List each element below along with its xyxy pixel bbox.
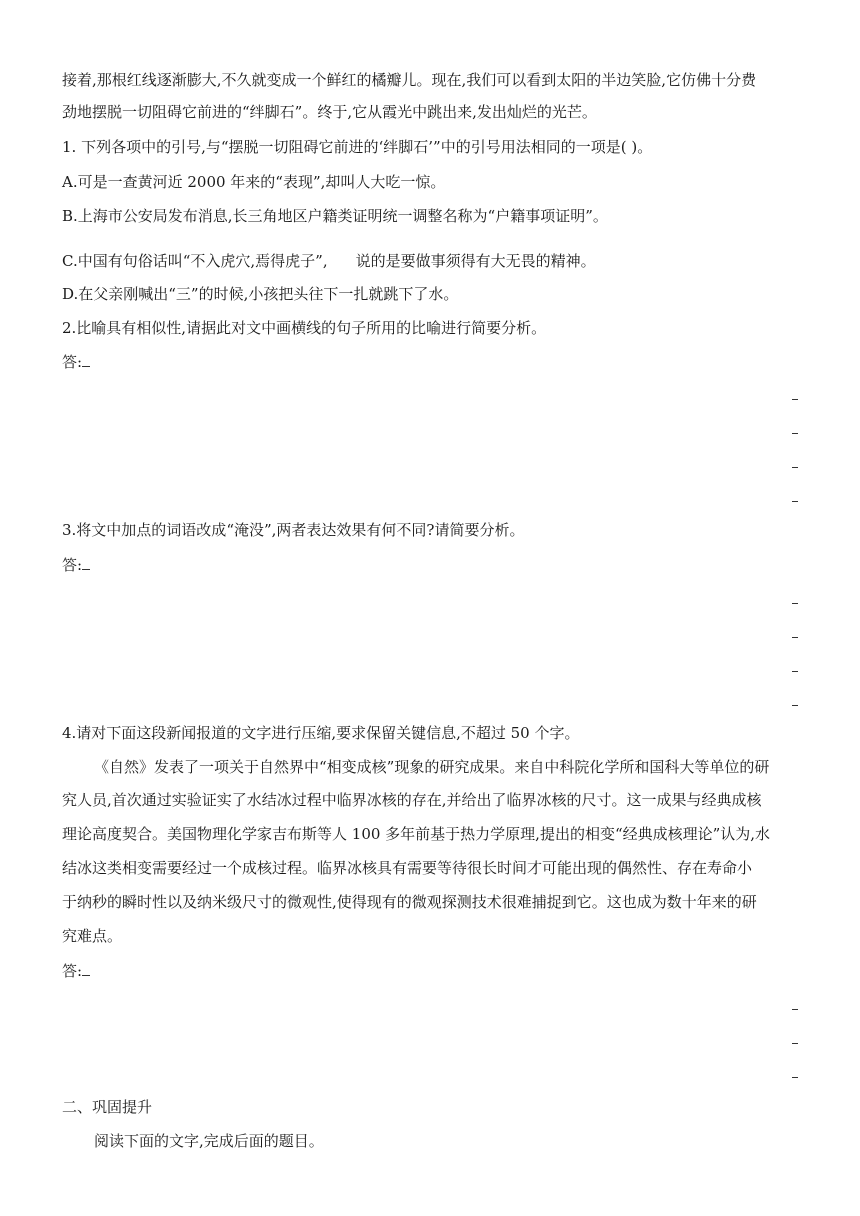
answer-line-marker [792, 671, 798, 672]
answer-line-marker [792, 1009, 798, 1010]
answer-blank[interactable] [82, 352, 90, 367]
answer-line-marker [792, 637, 798, 638]
answer-blank[interactable] [82, 555, 90, 570]
question-1-option-c [62, 251, 596, 271]
answer-label-text: 答: [62, 962, 83, 980]
question-3-stem: 3.将文中加点的词语改成“淹没”,两者表达效果有何不同?请简要分析。 [62, 521, 525, 539]
question-4-stem: 4.请对下面这段新闻报道的文字进行压缩,要求保留关键信息,不超过 50 个字。 [62, 724, 580, 742]
passage-line-1: 接着,那根红线逐渐膨大,不久就变成一个鲜红的橘瓣儿。现在,我们可以看到太阳的半边笑脸,它仿佛十分费 [62, 71, 757, 89]
question-4-answer-label [62, 961, 90, 981]
news-paragraph-line: 结冰这类相变需要经过一个成核过程。临界冰核具有需要等待很长时间才可能出现的偶然性、存在寿命小 [62, 859, 753, 877]
question-2-stem: 2.比喻具有相似性,请据此对文中画横线的句子所用的比喻进行简要分析。 [62, 319, 547, 337]
answer-line-marker [792, 603, 798, 604]
question-1-option-a: A.可是一查黄河近 2000 年来的“表现”,却叫人大吃一惊。 [62, 173, 446, 191]
news-paragraph-line: 究人员,首次通过实验证实了水结冰过程中临界冰核的存在,并给出了临界冰核的尺寸。这一成果与经典成核 [62, 791, 762, 809]
answer-line-marker [792, 399, 798, 400]
answer-line-marker [792, 433, 798, 434]
news-paragraph-line: 《自然》发表了一项关于自然界中“相变成核”现象的研究成果。来自中科院化学所和国科大等单位的研 [94, 758, 770, 776]
answer-line-marker [792, 1043, 798, 1044]
question-1-stem: 1. 下列各项中的引号,与“摆脱一切阻碍它前进的‘绊脚石’”中的引号用法相同的一项是( )。 [62, 138, 653, 156]
answer-line-marker [792, 501, 798, 502]
option-c-text-part1: C.中国有句俗话叫“不入虎穴,焉得虎子”, [62, 252, 328, 270]
news-paragraph-line: 于纳秒的瞬时性以及纳米级尺寸的微观性,使得现有的微观探测技术很难捕捉到它。这也成为数十年来的研 [62, 893, 757, 911]
answer-line-marker [792, 467, 798, 468]
question-1-option-d: D.在父亲刚喊出“三”的时候,小孩把头往下一扎就跳下了水。 [62, 285, 459, 303]
answer-blank[interactable] [82, 961, 90, 976]
news-paragraph-line: 究难点。 [62, 927, 123, 945]
question-2-answer-label [62, 352, 90, 372]
news-paragraph-line: 理论高度契合。美国物理化学家吉布斯等人 100 多年前基于热力学原理,提出的相变“经典成核理论”认为,水 [62, 825, 771, 843]
section-heading: 二、巩固提升 [62, 1098, 153, 1116]
answer-line-marker [792, 705, 798, 706]
question-3-answer-label [62, 555, 90, 575]
answer-label-text: 答: [62, 353, 83, 371]
question-1-option-b: B.上海市公安局发布消息,长三角地区户籍类证明统一调整名称为“户籍事项证明”。 [62, 207, 608, 225]
passage-line-2: 劲地摆脱一切阻碍它前进的“绊脚石”。终于,它从霞光中跳出来,发出灿烂的光芒。 [62, 103, 597, 121]
option-c-text-part2: 说的是要做事须得有大无畏的精神。 [355, 252, 596, 270]
section-instruction: 阅读下面的文字,完成后面的题目。 [94, 1132, 324, 1150]
answer-line-marker [792, 1077, 798, 1078]
answer-label-text: 答: [62, 556, 83, 574]
